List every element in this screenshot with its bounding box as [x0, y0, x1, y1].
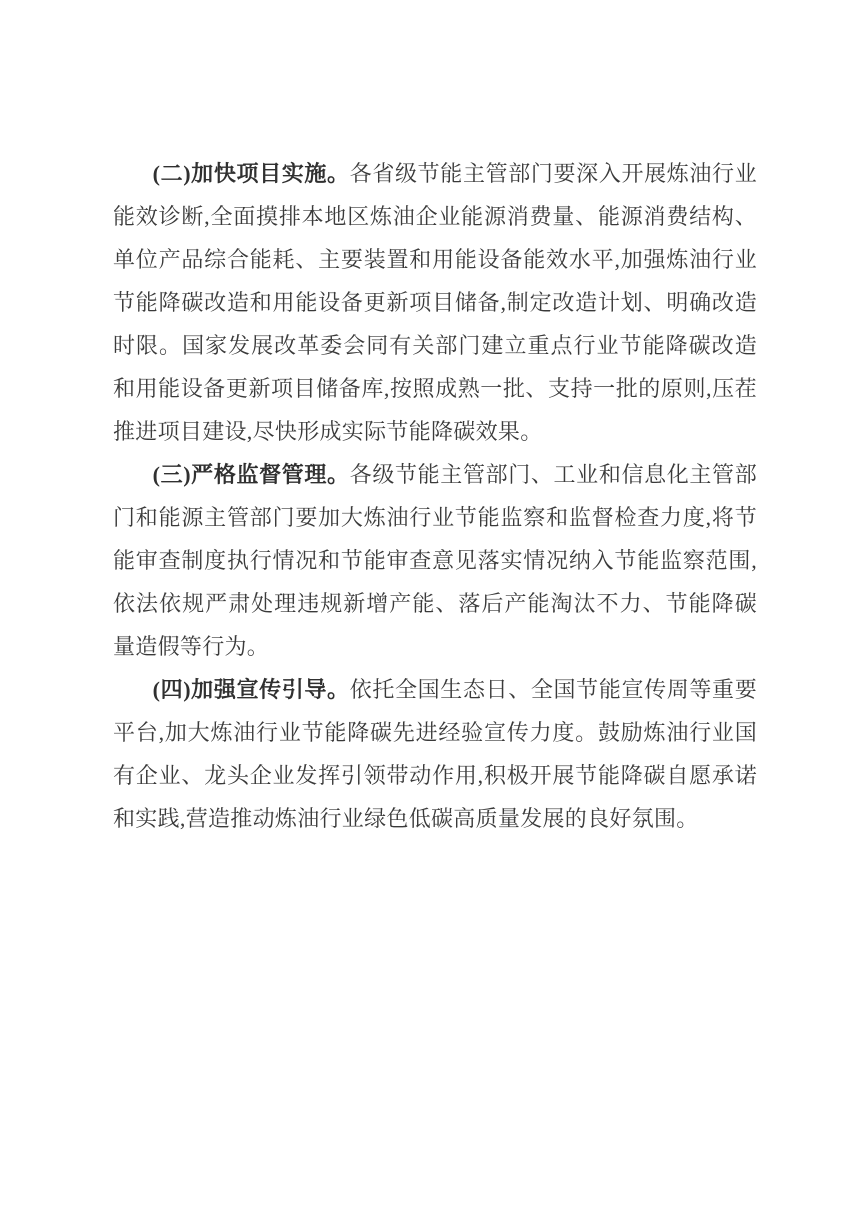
- paragraph-heading: (二)加快项目实施。: [152, 161, 350, 186]
- paragraph-heading: (四)加强宣传引导。: [152, 677, 350, 702]
- paragraph: [113, 668, 757, 840]
- paragraph-heading: (三)严格监督管理。: [152, 462, 350, 487]
- paragraph-text: 各级节能主管部门、工业和信息化主管部门和能源主管部门要加大炼油行业节能监察和监督检查力度,将节能审查制度执行情况和节能审查意见落实情况纳入节能监察范围,依法依规严肃处理违规新增产能、落后产能淘汰不力、节能降碳量造假等行为。: [113, 462, 758, 659]
- paragraph: [113, 453, 757, 668]
- paragraph: [113, 152, 757, 453]
- document-body: [113, 152, 757, 840]
- paragraph-text: 各省级节能主管部门要深入开展炼油行业能效诊断,全面摸排本地区炼油企业能源消费量、能源消费结构、单位产品综合能耗、主要装置和用能设备能效水平,加强炼油行业节能降碳改造和用能设备更新项目储备,制定改造计划、明确改造时限。国家发展改革委会同有关部门建立重点行业节能降碳改造和用能设备更新项目储备库,按照成熟一批、支持一批的原则,压茬推进项目建设,尽快形成实际节能降碳效果。: [113, 161, 758, 444]
- paragraph-text: 依托全国生态日、全国节能宣传周等重要平台,加大炼油行业节能降碳先进经验宣传力度。鼓励炼油行业国有企业、龙头企业发挥引领带动作用,积极开展节能降碳自愿承诺和实践,营造推动炼油行业绿色低碳高质量发展的良好氛围。: [113, 677, 758, 831]
